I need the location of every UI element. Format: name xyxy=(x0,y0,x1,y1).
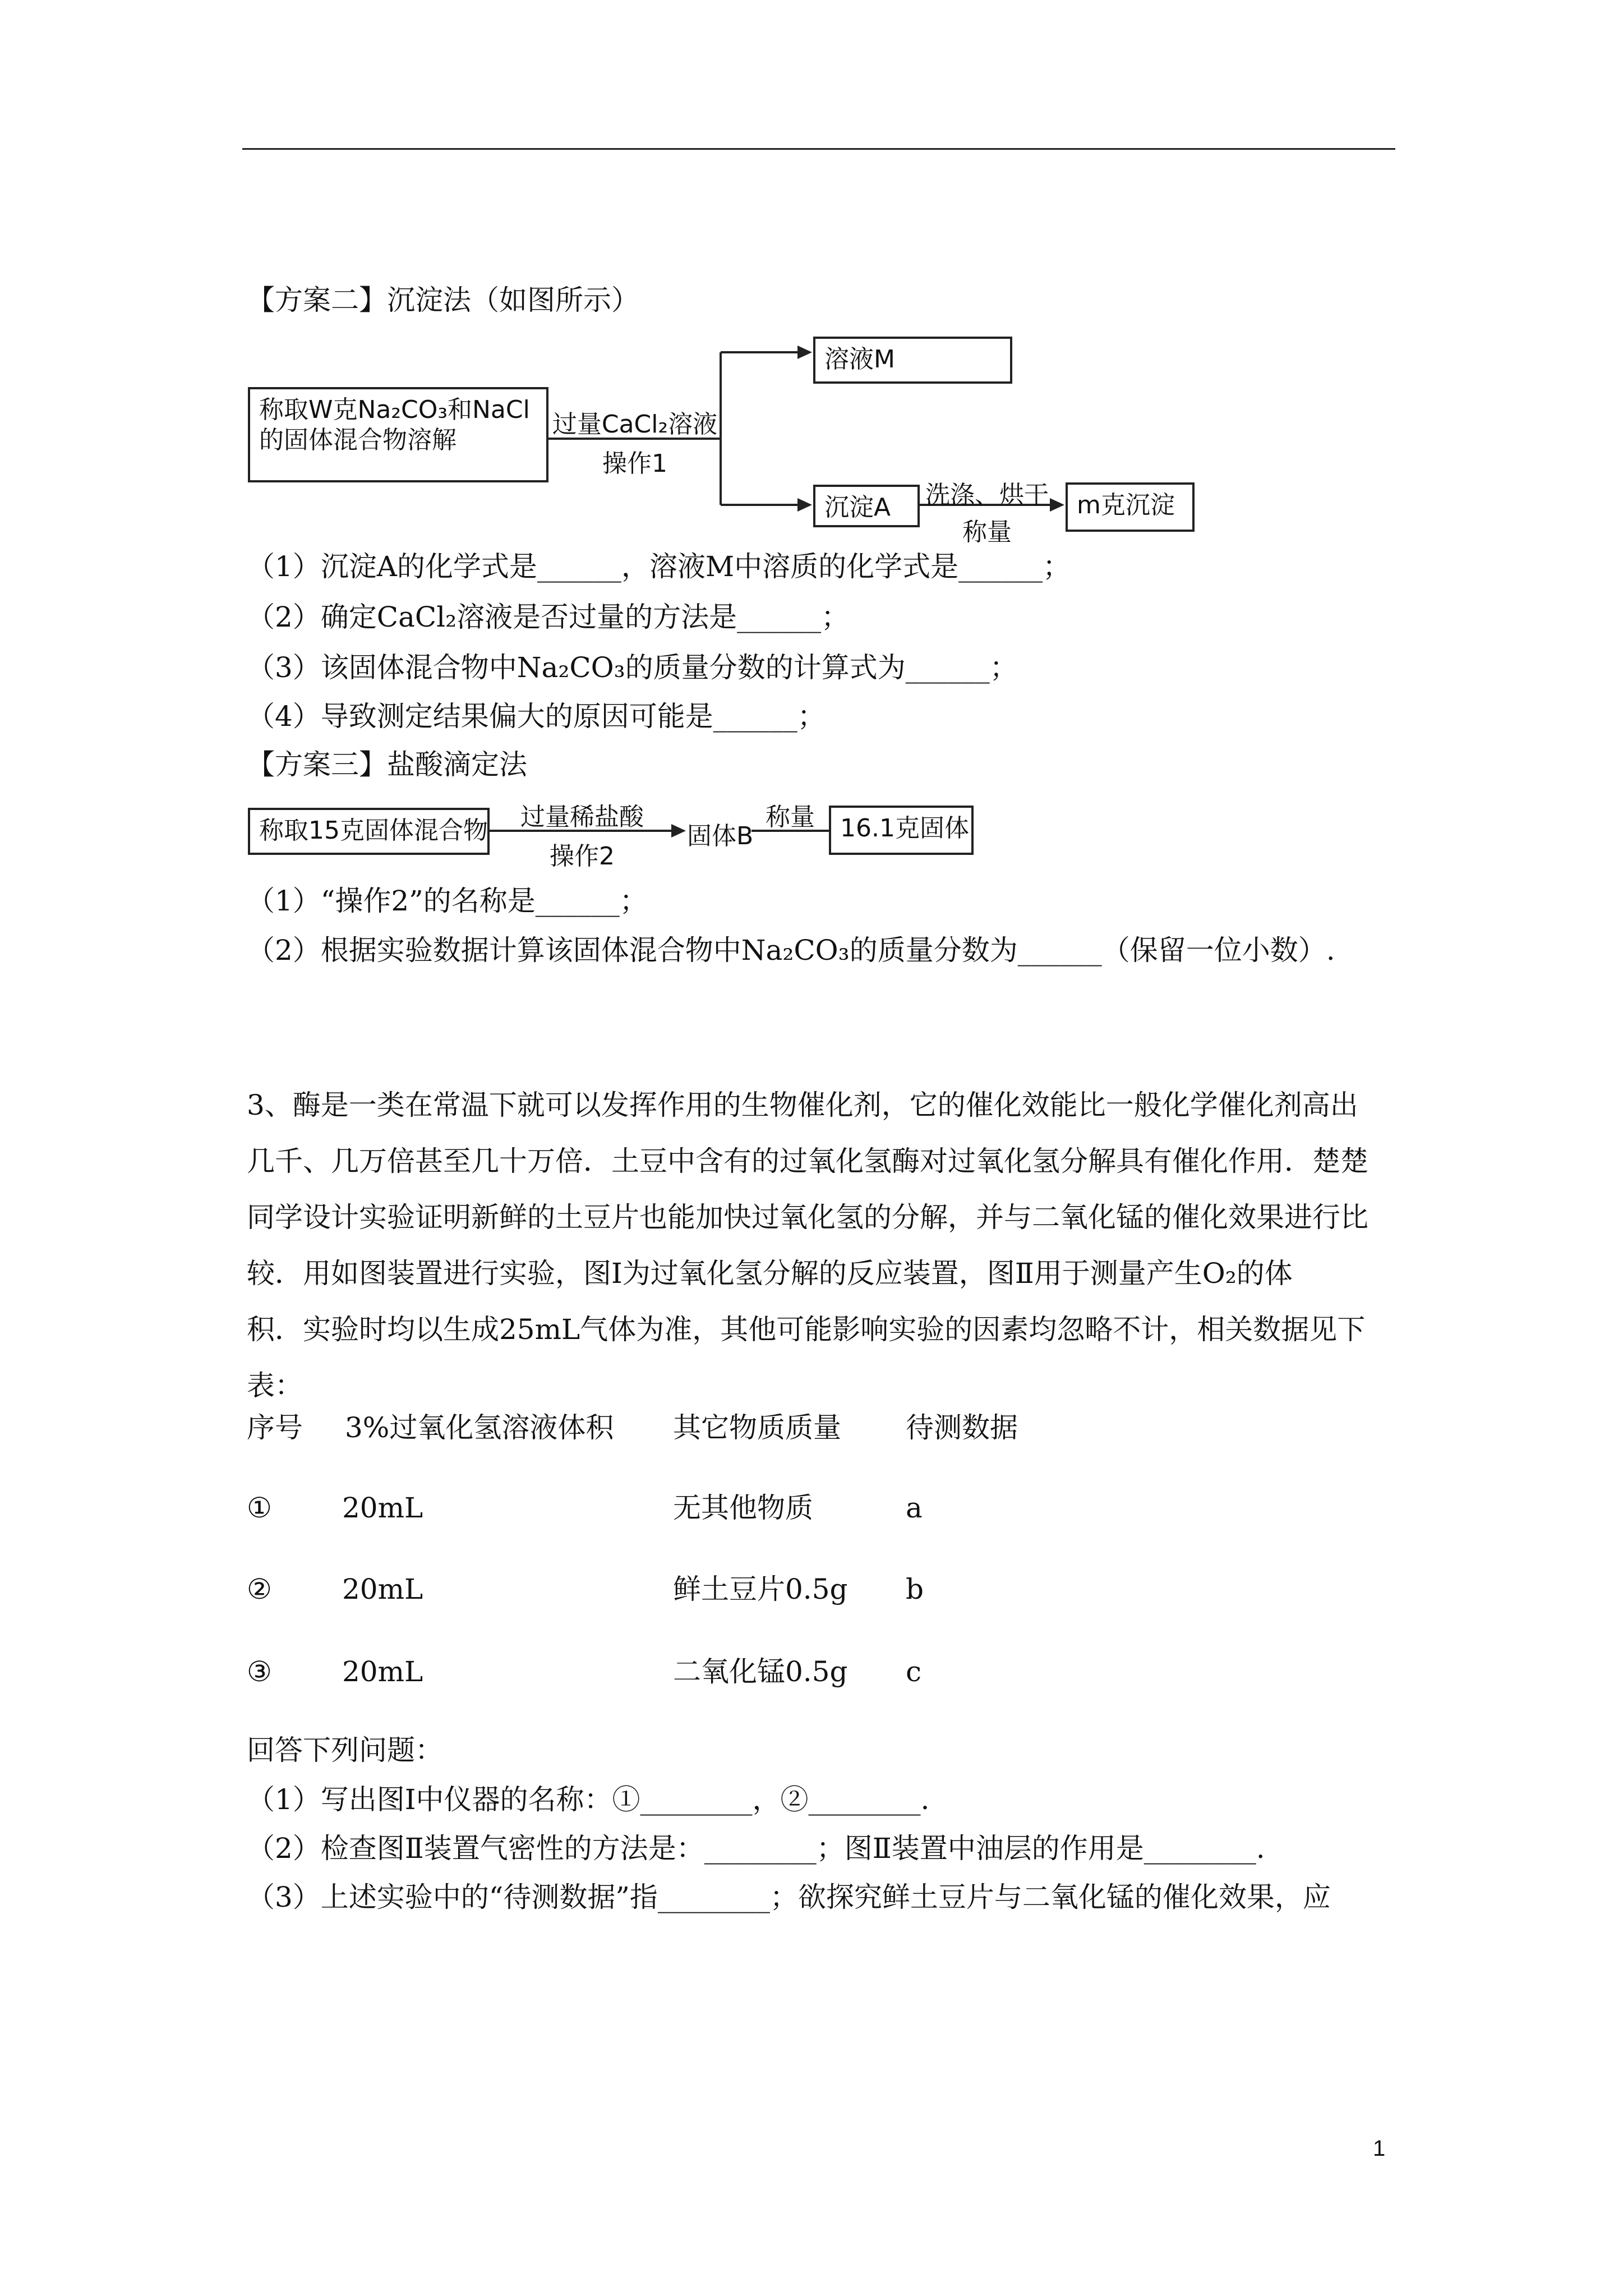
table-header-volume: 3%过氧化氢溶液体积 xyxy=(345,1411,614,1444)
wash-dry-label: 洗涤、烘干 xyxy=(925,481,1049,509)
scheme2-question-3: （3）该固体混合物中Na₂CO₃的质量分数的计算式为______； xyxy=(247,651,1018,684)
table-row-3-other: 二氧化锰0.5g xyxy=(673,1655,848,1688)
hcl-arrow-label: 过量稀盐酸 xyxy=(520,803,644,831)
scheme3-question-1: （1）“操作2”的名称是______； xyxy=(247,885,648,917)
table-header-pending: 待测数据 xyxy=(906,1411,1018,1444)
table-row-1-pending: a xyxy=(906,1492,923,1524)
table-row-3-index: ③ xyxy=(247,1655,272,1688)
problem3-question-3: （3）上述实验中的“待测数据”指________；欲探究鲜土豆片与二氧化锰的催化效果，应 xyxy=(247,1881,1331,1913)
intro-line-6: 表： xyxy=(247,1369,303,1402)
scheme3-heading: 【方案三】盐酸滴定法 xyxy=(247,748,527,781)
intro-line-4: 较．用如图装置进行实验，图Ⅰ为过氧化氢分解的反应装置，图Ⅱ用于测量产生O₂的体 xyxy=(247,1257,1293,1290)
precipitate-a-box: 沉淀A xyxy=(813,485,920,527)
page-number: 1 xyxy=(1373,2136,1386,2161)
answer-intro: 回答下列问题： xyxy=(247,1734,443,1766)
scheme2-question-1: （1）沉淀A的化学式是______，溶液M中溶质的化学式是______； xyxy=(247,550,1071,583)
table-row-3-volume: 20mL xyxy=(342,1655,423,1688)
table-row-1-other: 无其他物质 xyxy=(673,1492,813,1524)
table-row-2-pending: b xyxy=(906,1573,924,1605)
weigh-label: 称量 xyxy=(962,518,1012,546)
intro-line-3: 同学设计实验证明新鲜的土豆片也能加快过氧化氢的分解，并与二氧化锰的催化效果进行比 xyxy=(247,1201,1368,1234)
table-header-index: 序号 xyxy=(247,1411,303,1444)
operation1-label: 操作1 xyxy=(602,449,667,478)
weigh-label-2: 称量 xyxy=(766,803,815,831)
table-row-1-volume: 20mL xyxy=(342,1492,423,1524)
solution-m-box: 溶液M xyxy=(813,337,1012,384)
table-row-2-other: 鲜土豆片0.5g xyxy=(673,1573,848,1605)
scheme3-diagram-lines xyxy=(0,0,1623,898)
table-row-2-index: ② xyxy=(247,1573,272,1605)
cacl2-arrow-label: 过量CaCl₂溶液 xyxy=(552,410,718,439)
scheme2-question-4: （4）导致测定结果偏大的原因可能是______； xyxy=(247,700,826,733)
scheme2-heading: 【方案二】沉淀法（如图所示） xyxy=(247,284,639,316)
table-row-2-volume: 20mL xyxy=(342,1573,423,1605)
mixture-box-line1: 称取W克Na₂CO₃和NaCl xyxy=(259,395,530,424)
operation2-label: 操作2 xyxy=(550,842,615,871)
mixture-box-line2: 的固体混合物溶解 xyxy=(259,426,457,454)
intro-line-1: 3、酶是一类在常温下就可以发挥作用的生物催化剂，它的催化效能比一般化学催化剂高出 xyxy=(247,1089,1358,1121)
problem3-question-2: （2）检查图Ⅱ装置气密性的方法是：________；图Ⅱ装置中油层的作用是________. xyxy=(247,1832,1265,1865)
intro-line-2: 几千、几万倍甚至几十万倍．土豆中含有的过氧化氢酶对过氧化氢分解具有催化作用．楚楚 xyxy=(247,1145,1368,1177)
table-row-1-index: ① xyxy=(247,1492,272,1524)
scheme2-question-2: （2）确定CaCl₂溶液是否过量的方法是______； xyxy=(247,601,850,633)
intro-line-5: 积．实验时均以生成25mL气体为准，其他可能影响实验的因素均忽略不计，相关数据见下 xyxy=(247,1313,1366,1346)
m-grams-precipitate-box: m克沉淀 xyxy=(1066,482,1195,532)
solid-b-label: 固体B xyxy=(687,822,754,850)
start-mixture-box: 称取15克固体混合物 xyxy=(248,808,490,855)
table-row-3-pending: c xyxy=(906,1655,922,1688)
result-16-1g-box: 16.1克固体 xyxy=(829,806,974,855)
problem3-question-1: （1）写出图Ⅰ中仪器的名称：①________，②________. xyxy=(247,1783,930,1816)
table-header-other: 其它物质质量 xyxy=(673,1411,841,1444)
scheme3-question-2: （2）根据实验数据计算该固体混合物中Na₂CO₃的质量分数为______（保留一位小数）. xyxy=(247,934,1335,967)
